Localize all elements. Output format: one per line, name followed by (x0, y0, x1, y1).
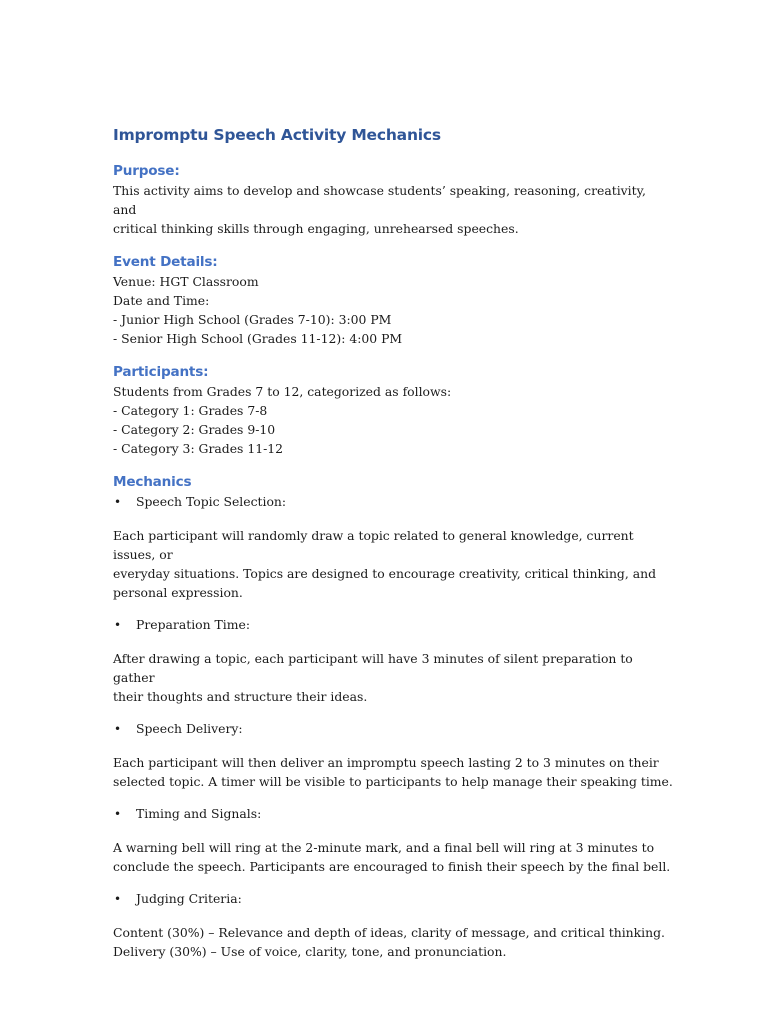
paragraph-line: Content (30%) – Relevance and depth of ideas, clarity of message, and critical thinking. (113, 925, 665, 940)
paragraph-line: A warning bell will ring at the 2-minute mark, and a final bell will ring at 3 minutes to (113, 840, 655, 855)
bullet-icon: • (114, 495, 122, 509)
mechanics-item (113, 719, 673, 791)
bullet-icon: • (114, 722, 122, 736)
event-detail-line: - Junior High School (Grades 7-10): 3:00 PM (113, 312, 392, 327)
participants-heading: Participants: (113, 364, 209, 380)
event-details-heading: Event Details: (113, 254, 218, 270)
mechanics-paragraph (113, 923, 673, 961)
mechanics-paragraph (113, 838, 673, 876)
mechanics-item (113, 615, 673, 706)
document-page (113, 124, 673, 975)
paragraph-line: everyday situations. Topics are designed to encourage creativity, critical thinking, and (113, 566, 657, 581)
paragraph-line: Each participant will then deliver an impromptu speech lasting 2 to 3 minutes on their (113, 755, 659, 770)
bullet-label: Preparation Time: (136, 617, 251, 632)
event-details-section (113, 252, 673, 348)
mechanics-paragraph (113, 753, 673, 791)
bullet-item (113, 492, 673, 512)
mechanics-item (113, 492, 673, 602)
bullet-item (113, 889, 673, 909)
event-detail-line: - Senior High School (Grades 11-12): 4:00 PM (113, 331, 403, 346)
bullet-label: Speech Topic Selection: (136, 494, 287, 509)
bullet-label: Judging Criteria: (136, 891, 242, 906)
bullet-label: Speech Delivery: (136, 721, 243, 736)
mechanics-item (113, 889, 673, 961)
document-title: Impromptu Speech Activity Mechanics (113, 126, 441, 144)
mechanics-paragraph (113, 526, 673, 602)
bullet-item (113, 804, 673, 824)
participants-line: - Category 1: Grades 7-8 (113, 403, 268, 418)
bullet-icon: • (114, 892, 122, 906)
paragraph-line: Each participant will randomly draw a topic related to general knowledge, current issues, or (113, 528, 634, 562)
paragraph-line: After drawing a topic, each participant will have 3 minutes of silent preparation to gather (113, 651, 633, 685)
participants-line: - Category 2: Grades 9-10 (113, 422, 276, 437)
paragraph-line: Delivery (30%) – Use of voice, clarity, tone, and pronunciation. (113, 944, 507, 959)
purpose-heading: Purpose: (113, 163, 180, 179)
mechanics-item (113, 804, 673, 876)
bullet-label: Timing and Signals: (136, 806, 262, 821)
participants-line: Students from Grades 7 to 12, categorized as follows: (113, 384, 452, 399)
mechanics-heading: Mechanics (113, 474, 192, 490)
bullet-item (113, 719, 673, 739)
purpose-section (113, 161, 673, 238)
bullet-icon: • (114, 618, 122, 632)
mechanics-paragraph (113, 649, 673, 706)
purpose-line: This activity aims to develop and showcase students’ speaking, reasoning, creativity, and (113, 183, 646, 217)
paragraph-line: conclude the speech. Participants are encouraged to finish their speech by the final bell. (113, 859, 671, 874)
bullet-icon: • (114, 807, 122, 821)
participants-section (113, 362, 673, 458)
participants-line: - Category 3: Grades 11-12 (113, 441, 284, 456)
paragraph-line: their thoughts and structure their ideas. (113, 689, 368, 704)
mechanics-section (113, 472, 673, 961)
bullet-item (113, 615, 673, 635)
paragraph-line: selected topic. A timer will be visible to participants to help manage their speaking time. (113, 774, 673, 789)
event-detail-line: Date and Time: (113, 293, 210, 308)
event-detail-line: Venue: HGT Classroom (113, 274, 259, 289)
purpose-line: critical thinking skills through engaging, unrehearsed speeches. (113, 221, 519, 236)
paragraph-line: personal expression. (113, 585, 243, 600)
